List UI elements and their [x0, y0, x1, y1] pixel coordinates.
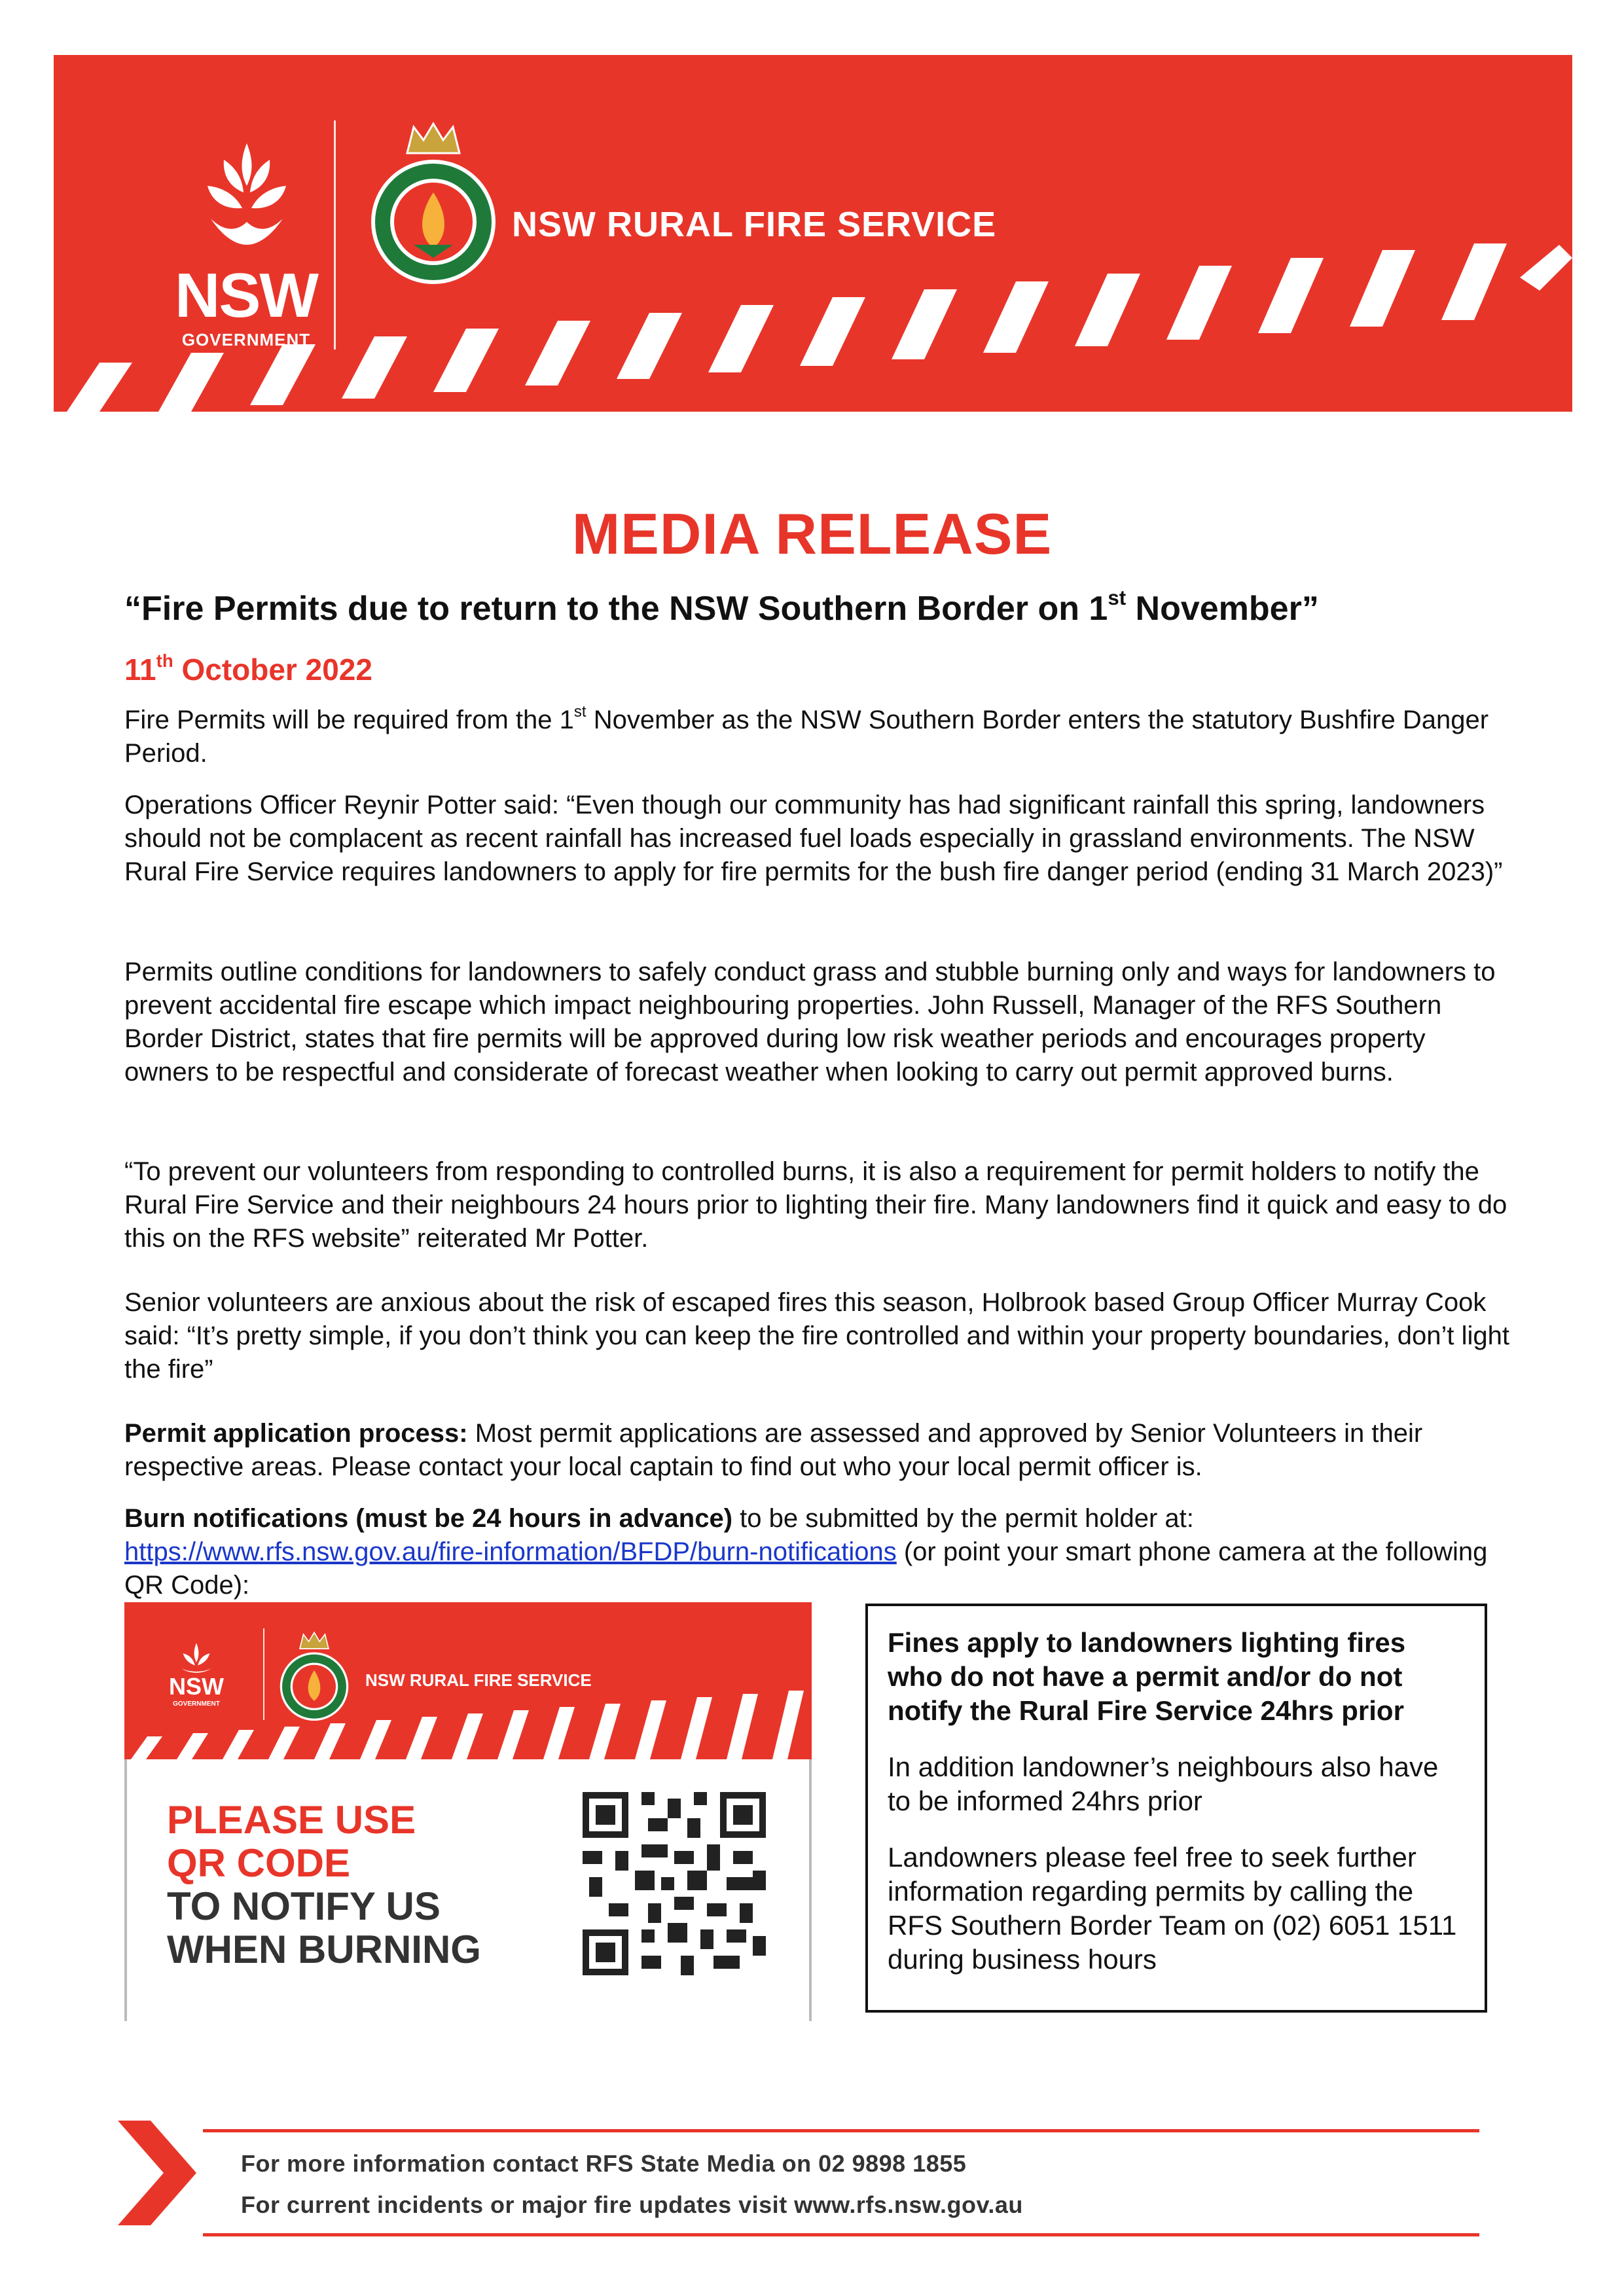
footer-top-rule: [203, 2129, 1479, 2132]
qr-nsw-text: NSW: [169, 1673, 224, 1700]
release-headline: “Fire Permits due to return to the NSW Southern Border on 1st November”: [124, 586, 1319, 628]
header-banner: [54, 55, 1572, 412]
chevron-right-icon: [118, 2121, 196, 2225]
org-title: NSW RURAL FIRE SERVICE: [512, 205, 997, 244]
qr-card-right-edge: [809, 1759, 812, 2021]
paragraph-permit-conditions: Permits outline conditions for landowners to safely conduct grass and stubble burning only and ways for landowners to prevent accidental fire escape which impact neighbouring properties. John Russell, Manager of the RFS Southern Border District, states that fire permits will be approved during low risk weather periods and encourages property owners to be respectful and considerate of forecast weather when looking to carry out permit approved burns.: [124, 958, 1496, 1086]
qr-code-icon[interactable]: [583, 1792, 766, 1975]
fines-warning: Fines apply to landowners lighting fires who do not have a permit and/or do not notify the Rural Fire Service 24hrs prior: [888, 1627, 1406, 1726]
neighbours-notice: In addition landowner’s neighbours also have to be informed 24hrs prior: [888, 1751, 1439, 1816]
paragraph-senior-volunteers: Senior volunteers are anxious about the risk of escaped fires this season, Holbrook based Group Officer Murray Cook said: “It’s pretty simple, if you don’t think you can keep the fire controlled and within your property boundaries, don’t light the fire”: [124, 1288, 1509, 1384]
paragraph-burn-notifications: Burn notifications (must be 24 hours in advance) to be submitted by the permit holder at: https://www.rfs.nsw.gov.au/fire-information/BFDP/burn-notifications (or point your smart phone camera at the following QR Code):: [124, 1504, 1488, 1600]
paragraph-notification: “To prevent our volunteers from responding to controlled burns, it is also a requirement for permit holders to notify the Rural Fire Service and their neighbours 24 hours prior to lighting their fire. Many landowners find it quick and easy to do this on the RFS website” reiterated Mr Potter.: [124, 1157, 1507, 1253]
nsw-government-logo: [158, 140, 335, 350]
paragraph-application-process: Permit application process: Most permit applications are assessed and approved by Senior Volunteers in their respective areas. Please contact your local captain to find out who your local permit officer is.: [124, 1419, 1423, 1481]
qr-code-card: [124, 1602, 812, 2021]
qr-nsw-logo: [164, 1641, 229, 1708]
paragraph-potter-quote: Operations Officer Reynir Potter said: “Even though our community has had significant rainfall this spring, landowners should not be complacent as recent rainfall has increased fuel loads especially in grassland environments. The NSW Rural Fire Service requires landowners to apply for fire permits for the bush fire danger period (ending 31 March 2023)”: [124, 791, 1503, 886]
qr-rfs-crest-icon: [278, 1628, 350, 1727]
qr-line-1: PLEASE USE: [167, 1798, 416, 1842]
release-date: 11th October 2022: [124, 650, 372, 687]
qr-waratah-icon: [177, 1641, 216, 1674]
media-release-heading: MEDIA RELEASE: [571, 501, 1053, 566]
qr-org-title: NSW RURAL FIRE SERVICE: [365, 1670, 592, 1690]
qr-card-left-edge: [124, 1759, 127, 2021]
qr-government-text: GOVERNMENT: [173, 1700, 220, 1708]
qr-line-3: TO NOTIFY US: [167, 1884, 441, 1928]
waratah-icon: [204, 140, 289, 258]
paragraph-intro: Fire Permits will be required from the 1st November as the NSW Southern Border enters the statutory Bushfire Danger Period.: [124, 703, 1489, 768]
government-logo-text: GOVERNMENT: [181, 330, 311, 350]
logo-divider: [334, 120, 336, 350]
qr-card-header: [124, 1602, 812, 1759]
footer-bottom-rule: [203, 2233, 1479, 2236]
footer-incidents-link[interactable]: For current incidents or major fire updates visit www.rfs.nsw.gov.au: [241, 2191, 1023, 2218]
nsw-logo-text: NSW: [175, 260, 317, 331]
fines-info-box: [865, 1604, 1487, 2013]
qr-logo-divider: [263, 1628, 264, 1720]
qr-instructions: [167, 1799, 481, 1971]
rfs-crest-icon: [368, 120, 499, 291]
burn-notifications-link[interactable]: https://www.rfs.nsw.gov.au/fire-information/BFDP/burn-notifications: [124, 1537, 897, 1566]
contact-notice: Landowners please feel free to seek further information regarding permits by calling the RFS Southern Border Team on (02) 6051 1511 during business hours: [888, 1842, 1457, 1975]
footer-media-contact: For more information contact RFS State Media on 02 9898 1855: [241, 2150, 967, 2177]
qr-line-4: WHEN BURNING: [167, 1928, 481, 1971]
qr-line-2: QR CODE: [167, 1841, 351, 1885]
